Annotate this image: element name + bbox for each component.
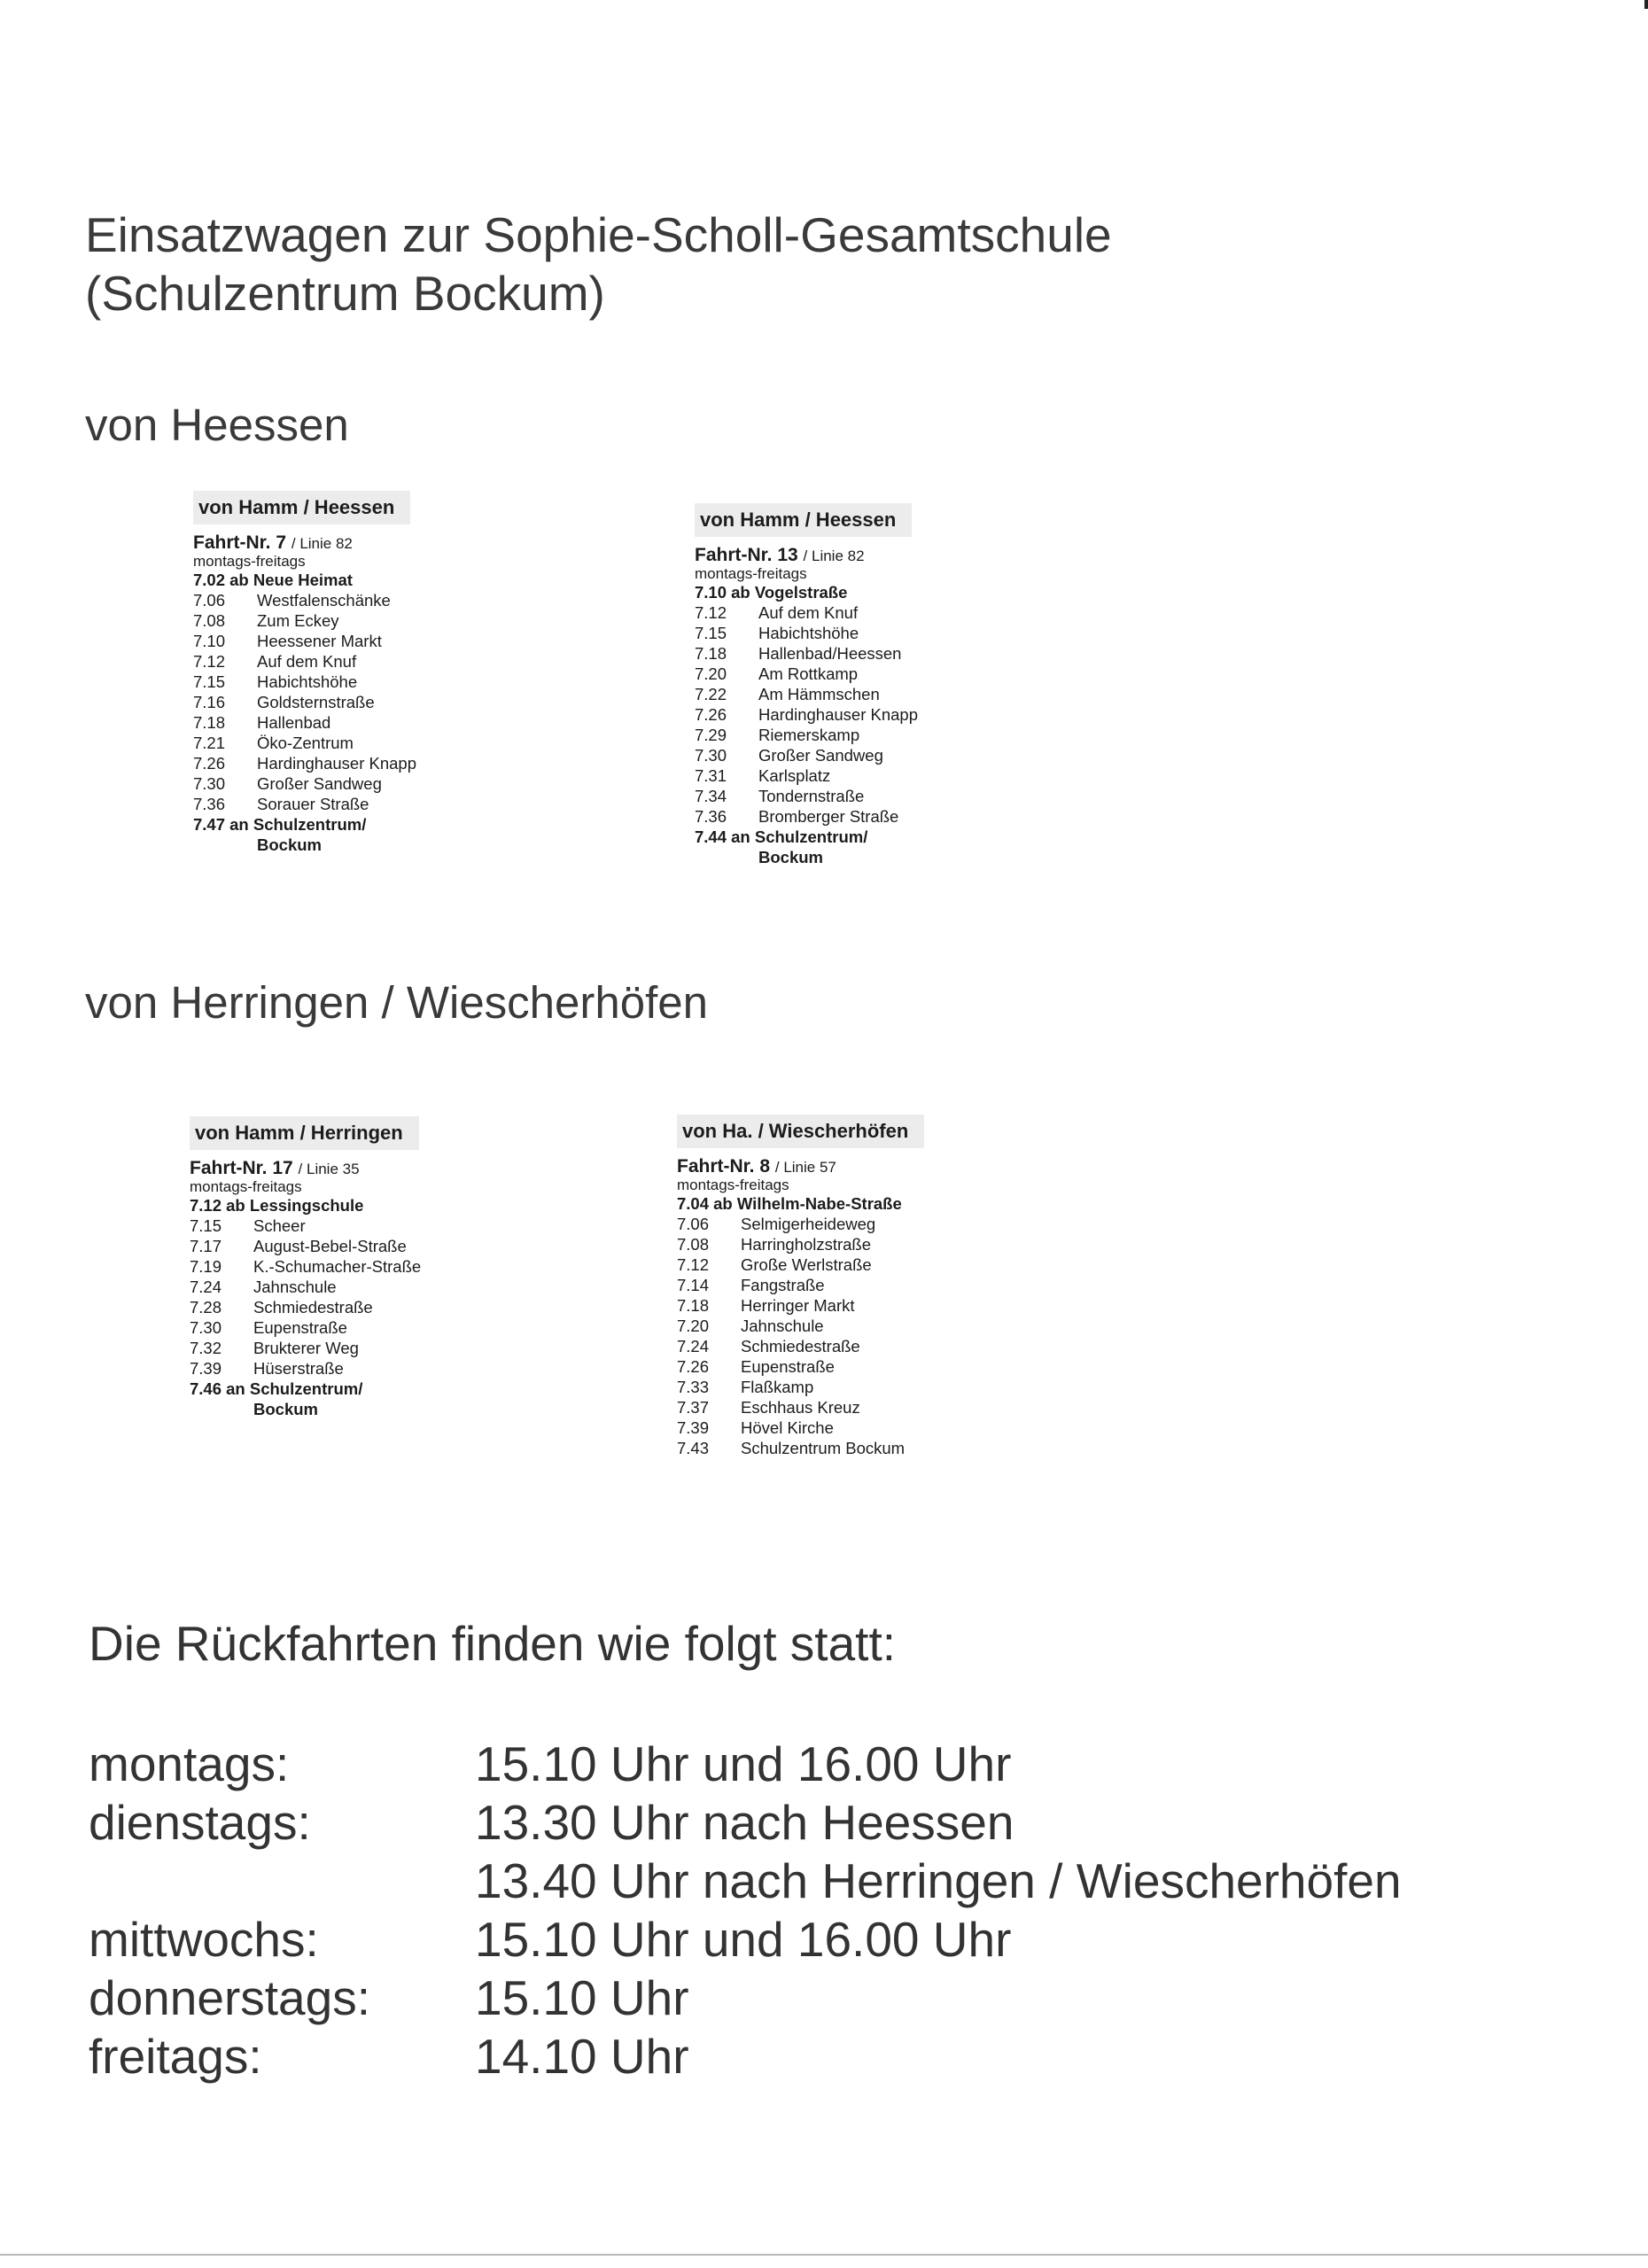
fahrt-label: Fahrt-Nr. 8 (677, 1156, 771, 1177)
stop-name: Am Rottkamp (758, 664, 859, 683)
stop-name: Schmiedestraße (253, 1298, 373, 1317)
page-title (85, 206, 1112, 322)
timetable-card-fahrt-17 (190, 1116, 455, 1419)
schedule-day: dienstags: (89, 1795, 311, 1850)
stop-name: Westfalenschänke (257, 591, 391, 610)
end-stop-line-2: Bockum (758, 848, 823, 866)
stop-time: 7.26 (193, 754, 226, 773)
stop-time: 7.20 (677, 1317, 710, 1335)
stop-name: Hallenbad/Heessen (758, 644, 902, 663)
timetable-card-fahrt-7 (193, 491, 459, 855)
stop-name: Sorauer Straße (257, 795, 369, 813)
fahrt-number (193, 533, 459, 554)
schedule-row (89, 1793, 1402, 1852)
stop-row (695, 623, 960, 643)
stop-time: 7.06 (677, 1215, 710, 1233)
title-line-1: Einsatzwagen zur Sophie-Scholl-Gesamtschule (85, 207, 1112, 262)
fahrt-label: Fahrt-Nr. 17 (190, 1158, 293, 1178)
stop-row (193, 773, 459, 794)
schedule-row (89, 1735, 1402, 1793)
stop-row (190, 1317, 455, 1338)
stop-row (190, 1277, 455, 1297)
stop-name: Große Werlstraße (741, 1255, 872, 1274)
stop-name: Eupenstraße (741, 1357, 835, 1376)
stop-time: 7.39 (677, 1418, 710, 1437)
stop-row (193, 651, 459, 672)
start-stop: 7.10 ab Vogelstraße (695, 583, 848, 602)
stop-name: Am Hämmschen (758, 685, 880, 703)
stop-time: 7.12 (677, 1255, 710, 1274)
stop-time: 7.18 (193, 713, 226, 732)
stop-row (677, 1254, 960, 1275)
schedule-day: freitags: (89, 2029, 262, 2084)
stop-name: Tondernstraße (758, 787, 865, 805)
end-stop: 7.44 an Schulzentrum/ (695, 827, 868, 846)
stop-time: 7.30 (190, 1318, 222, 1337)
stop-row (190, 1338, 455, 1358)
stop-time: 7.36 (695, 807, 727, 826)
stop-name: Brukterer Weg (253, 1339, 359, 1357)
stop-row (695, 786, 960, 806)
stop-time: 7.24 (677, 1337, 710, 1355)
stop-time: 7.12 (193, 652, 226, 671)
stop-row (190, 1216, 455, 1236)
stop-time: 7.34 (695, 787, 727, 805)
stop-name: Großer Sandweg (758, 746, 883, 765)
card-header: von Hamm / Heessen (193, 491, 410, 524)
start-stop: 7.12 ab Lessingschule (190, 1196, 364, 1215)
stop-time: 7.26 (677, 1357, 710, 1376)
card-header: von Ha. / Wiescherhöfen (677, 1115, 924, 1148)
stop-row (193, 733, 459, 753)
stop-name: Harringholzstraße (741, 1235, 872, 1254)
end-stop-cont (695, 847, 960, 867)
stop-name: Scheer (253, 1216, 306, 1235)
stop-time: 7.08 (193, 611, 226, 630)
stop-name: Zum Eckey (257, 611, 339, 630)
fahrt-label: Fahrt-Nr. 7 (193, 532, 287, 553)
stop-name: Auf dem Knuf (257, 652, 357, 671)
days-label: montags-freitags (190, 1178, 302, 1195)
stop-row (193, 672, 459, 692)
schedule-time: 15.10 Uhr (475, 1970, 689, 2025)
end-stop: 7.46 an Schulzentrum/ (190, 1379, 363, 1398)
section-heading-herringen: von Herringen / Wiescherhöfen (85, 977, 709, 1028)
stop-time: 7.15 (193, 672, 226, 691)
stop-row (677, 1356, 960, 1377)
stop-time: 7.22 (695, 685, 727, 703)
stop-time: 7.29 (695, 726, 727, 744)
stop-row (193, 590, 459, 610)
stop-row (677, 1418, 960, 1438)
stop-time: 7.24 (190, 1278, 222, 1296)
stop-name: Eupenstraße (253, 1318, 347, 1337)
stop-time: 7.17 (190, 1237, 222, 1255)
stop-name: Bromberger Straße (758, 807, 899, 826)
schedule-row (89, 1852, 1402, 1910)
stop-time: 7.15 (695, 624, 727, 642)
linie-label: / Linie 82 (803, 548, 865, 564)
stop-row (677, 1397, 960, 1418)
stop-name: Schmiedestraße (741, 1337, 860, 1355)
stop-time: 7.12 (695, 603, 727, 622)
stop-row (695, 643, 960, 664)
timetable-card-fahrt-8 (677, 1115, 960, 1458)
schedule-row (89, 1969, 1402, 2027)
stop-name: Großer Sandweg (257, 774, 382, 793)
schedule-time: 15.10 Uhr und 16.00 Uhr (475, 1912, 1012, 1967)
stop-row (193, 631, 459, 651)
stop-time: 7.06 (193, 591, 226, 610)
stop-row (677, 1316, 960, 1336)
schedule-row (89, 1910, 1402, 1969)
stop-name: Fangstraße (741, 1276, 825, 1294)
stop-row (677, 1377, 960, 1397)
stop-time: 7.14 (677, 1276, 710, 1294)
stop-name: Habichtshöhe (257, 672, 358, 691)
start-stop: 7.02 ab Neue Heimat (193, 571, 353, 589)
stop-time: 7.08 (677, 1235, 710, 1254)
return-schedule (89, 1735, 1402, 2085)
scan-edge-mark (1644, 0, 1648, 9)
stop-row (695, 602, 960, 623)
linie-label: / Linie 57 (774, 1159, 836, 1176)
card-header: von Hamm / Herringen (190, 1116, 419, 1150)
stop-name: Flaßkamp (741, 1378, 814, 1396)
schedule-time: 14.10 Uhr (475, 2029, 689, 2084)
stop-row (695, 725, 960, 745)
stop-name: Habichtshöhe (758, 624, 859, 642)
stop-row (677, 1214, 960, 1234)
stop-name: Hövel Kirche (741, 1418, 834, 1437)
section-heading-heessen: von Heessen (85, 400, 349, 450)
stop-row (677, 1234, 960, 1254)
stop-name: Auf dem Knuf (758, 603, 859, 622)
fahrt-label: Fahrt-Nr. 13 (695, 545, 798, 565)
stop-name: Jahnschule (741, 1317, 824, 1335)
stop-name: Hallenbad (257, 713, 331, 732)
card-header: von Hamm / Heessen (695, 503, 912, 537)
returns-heading: Die Rückfahrten finden wie folgt statt: (89, 1616, 897, 1671)
end-stop-line-2: Bockum (257, 835, 322, 854)
stop-time: 7.37 (677, 1398, 710, 1417)
stop-name: Heessener Markt (257, 632, 382, 650)
stop-row (677, 1275, 960, 1295)
stop-row (193, 794, 459, 814)
stop-row (190, 1256, 455, 1277)
stop-name: Hüserstraße (253, 1359, 344, 1378)
stop-time: 7.19 (190, 1257, 222, 1276)
stop-name: Karlsplatz (758, 766, 831, 785)
end-stop-line-2: Bockum (253, 1400, 318, 1418)
stop-time: 7.18 (695, 644, 727, 663)
end-stop: 7.47 an Schulzentrum/ (193, 815, 367, 834)
days-label: montags-freitags (193, 553, 306, 570)
stop-row (677, 1438, 960, 1458)
timetable-card-fahrt-13 (695, 503, 960, 867)
stop-name: Selmigerheideweg (741, 1215, 876, 1233)
stop-row (695, 664, 960, 684)
linie-label: / Linie 82 (291, 535, 353, 552)
stop-time: 7.16 (193, 693, 226, 711)
stop-name: August-Bebel-Straße (253, 1237, 407, 1255)
stop-name: Öko-Zentrum (257, 734, 354, 752)
stop-time: 7.30 (695, 746, 727, 765)
stop-time: 7.10 (193, 632, 226, 650)
schedule-time: 13.40 Uhr nach Herringen / Wiescherhöfen (475, 1853, 1402, 1908)
stop-name: Hardinghauser Knapp (257, 754, 416, 773)
linie-label: / Linie 35 (298, 1161, 360, 1177)
stop-time: 7.32 (190, 1339, 222, 1357)
schedule-time: 13.30 Uhr nach Heessen (475, 1795, 1014, 1850)
stop-time: 7.26 (695, 705, 727, 724)
stop-row (190, 1236, 455, 1256)
stop-name: Eschhaus Kreuz (741, 1398, 860, 1417)
stop-time: 7.43 (677, 1439, 710, 1457)
scan-bottom-edge (0, 2254, 1648, 2256)
stop-name: Goldsternstraße (257, 693, 375, 711)
schedule-day: montags: (89, 1736, 290, 1791)
stop-time: 7.18 (677, 1296, 710, 1315)
title-line-2: (Schulzentrum Bockum) (85, 266, 605, 321)
stop-time: 7.20 (695, 664, 727, 683)
start-stop: 7.04 ab Wilhelm-Nabe-Straße (677, 1194, 902, 1213)
stop-row (190, 1358, 455, 1379)
stop-time: 7.30 (193, 774, 226, 793)
fahrt-number (677, 1157, 960, 1177)
stop-time: 7.15 (190, 1216, 222, 1235)
stop-time: 7.31 (695, 766, 727, 785)
stop-row (193, 610, 459, 631)
stop-row (677, 1336, 960, 1356)
days-label: montags-freitags (695, 565, 807, 582)
fahrt-number (190, 1159, 455, 1179)
stop-time: 7.28 (190, 1298, 222, 1317)
days-label: montags-freitags (677, 1177, 789, 1193)
end-stop-cont (193, 835, 459, 855)
stop-row (193, 712, 459, 733)
stop-row (695, 806, 960, 827)
stop-row (695, 704, 960, 725)
schedule-time: 15.10 Uhr und 16.00 Uhr (475, 1736, 1012, 1791)
stop-time: 7.21 (193, 734, 226, 752)
stop-row (193, 753, 459, 773)
stop-name: Herringer Markt (741, 1296, 855, 1315)
stop-time: 7.39 (190, 1359, 222, 1378)
end-stop-cont (190, 1399, 455, 1419)
stop-name: Schulzentrum Bockum (741, 1439, 906, 1457)
stop-name: K.-Schumacher-Straße (253, 1257, 422, 1276)
stop-row (190, 1297, 455, 1317)
stop-time: 7.36 (193, 795, 226, 813)
stop-row (695, 765, 960, 786)
stop-row (193, 692, 459, 712)
stop-row (677, 1295, 960, 1316)
schedule-day: mittwochs: (89, 1912, 319, 1967)
stop-name: Jahnschule (253, 1278, 337, 1296)
schedule-day: donnerstags: (89, 1970, 370, 2025)
stop-name: Riemerskamp (758, 726, 860, 744)
stop-name: Hardinghauser Knapp (758, 705, 918, 724)
stop-time: 7.33 (677, 1378, 710, 1396)
stop-row (695, 745, 960, 765)
fahrt-number (695, 546, 960, 566)
schedule-row (89, 2027, 1402, 2085)
stop-row (695, 684, 960, 704)
